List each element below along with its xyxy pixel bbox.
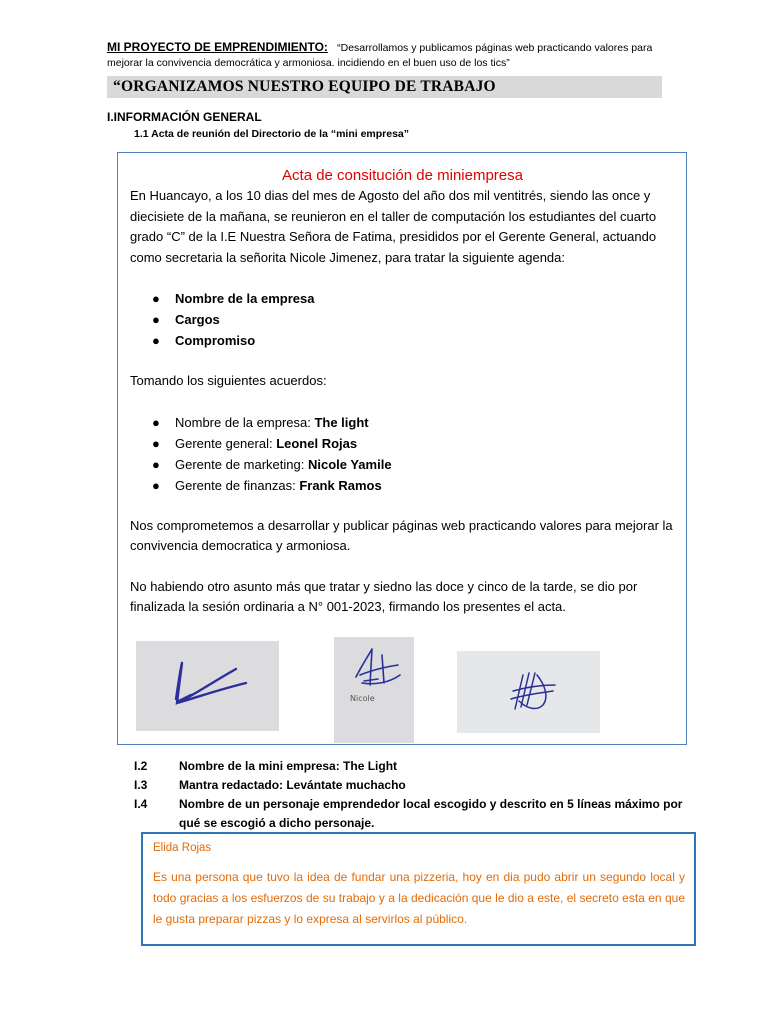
acta-compromiso: Nos comprometemos a desarrollar y publicar páginas web practicando valores para mejorar la convivencia democratica y armoniosa. [130,517,673,553]
acta-cierre: No habiendo otro asunto más que tratar y siedno las doce y cinco de la tarde, se dio por finalizada la sesión ordinaria a N° 001-2023, firmando los presentes el acta. [130,578,638,614]
info-list [134,757,694,833]
personaje-description: Es una persona que tuvo la idea de fundar una pizzeria, hoy en dia pudo abrir un segundo local y todo gracias a los esfuerzos de su trabajo y a la dedicación que le dio a este, el secreto esta en que le gusta preparar pizzas y lo expresa al servirlos al público. [153,870,685,926]
section-title: I.INFORMACIÓN GENERAL [107,110,262,124]
list-item: I.4 Nombre de un personaje emprendedor local escogido y descrito en 5 líneas máximo por qué se escogió a dicho personaje. [134,797,683,830]
acta-content [130,153,675,618]
bullet-icon: ● [152,435,160,451]
acuerdos-list [130,412,675,496]
list-item: ● Gerente de finanzas: Frank Ramos [152,475,675,496]
acta-title: Acta de consitución de miniempresa [282,167,523,184]
bullet-icon: ● [152,333,160,348]
acta-intro: En Huancayo, a los 10 dias del mes de Agosto del año dos mil ventitrés, siendo las once y diecisiete de la mañana, se reunieron en el taller de computación los estudiantes del cuarto grado “C” de la I.E Nuestra Señora de Fatima, presididos por el Gerente General, actuando como secretaria la señorita Nicole Jimenez, para tratar la siguiente agenda: [130,188,657,265]
project-header [107,40,667,71]
signature-1-icon [136,641,279,731]
personaje-box [141,832,696,946]
list-item: ● Gerente general: Leonel Rojas [152,433,675,454]
list-item: ● Gerente de marketing: Nicole Yamile [152,454,675,475]
bullet-icon: ● [152,291,160,306]
acuerdos-intro: Tomando los siguientes acuerdos: [130,373,327,388]
list-item: ● Cargos [152,309,675,330]
acta-box [117,152,687,745]
bullet-icon: ● [152,477,160,493]
section-subtitle: 1.1 Acta de reunión del Directorio de la “mini empresa” [134,128,410,140]
signature-2-note: Nicole [350,694,375,703]
list-item: ● Nombre de la empresa [152,288,675,309]
signature-photo-2 [334,637,414,743]
personaje-name: Elida Rojas [153,842,212,854]
project-quote-line2: mejorar la convivencia democrática y armoniosa. incidiendo en el buen uso de los tics” [107,57,510,69]
signature-photo-1 [136,641,279,731]
bullet-icon: ● [152,312,160,327]
signature-photo-3 [457,651,600,733]
project-label: MI PROYECTO DE EMPRENDIMIENTO: [107,40,328,54]
agenda-list [130,288,675,351]
project-quote-line1: “Desarrollamos y publicamos páginas web practicando valores para [337,42,653,54]
list-item: I.3 Mantra redactado: Levántate muchacho [134,778,406,792]
bullet-icon: ● [152,414,160,430]
bullet-icon: ● [152,456,160,472]
signature-2-icon [334,637,414,743]
signatures [124,641,669,741]
signature-3-icon [457,651,600,733]
page-title-banner: “ORGANIZAMOS NUESTRO EQUIPO DE TRABAJO [107,76,662,98]
list-item: ● Compromiso [152,330,675,351]
list-item: I.2 Nombre de la mini empresa: The Light [134,759,398,773]
list-item: ● Nombre de la empresa: The light [152,412,675,433]
